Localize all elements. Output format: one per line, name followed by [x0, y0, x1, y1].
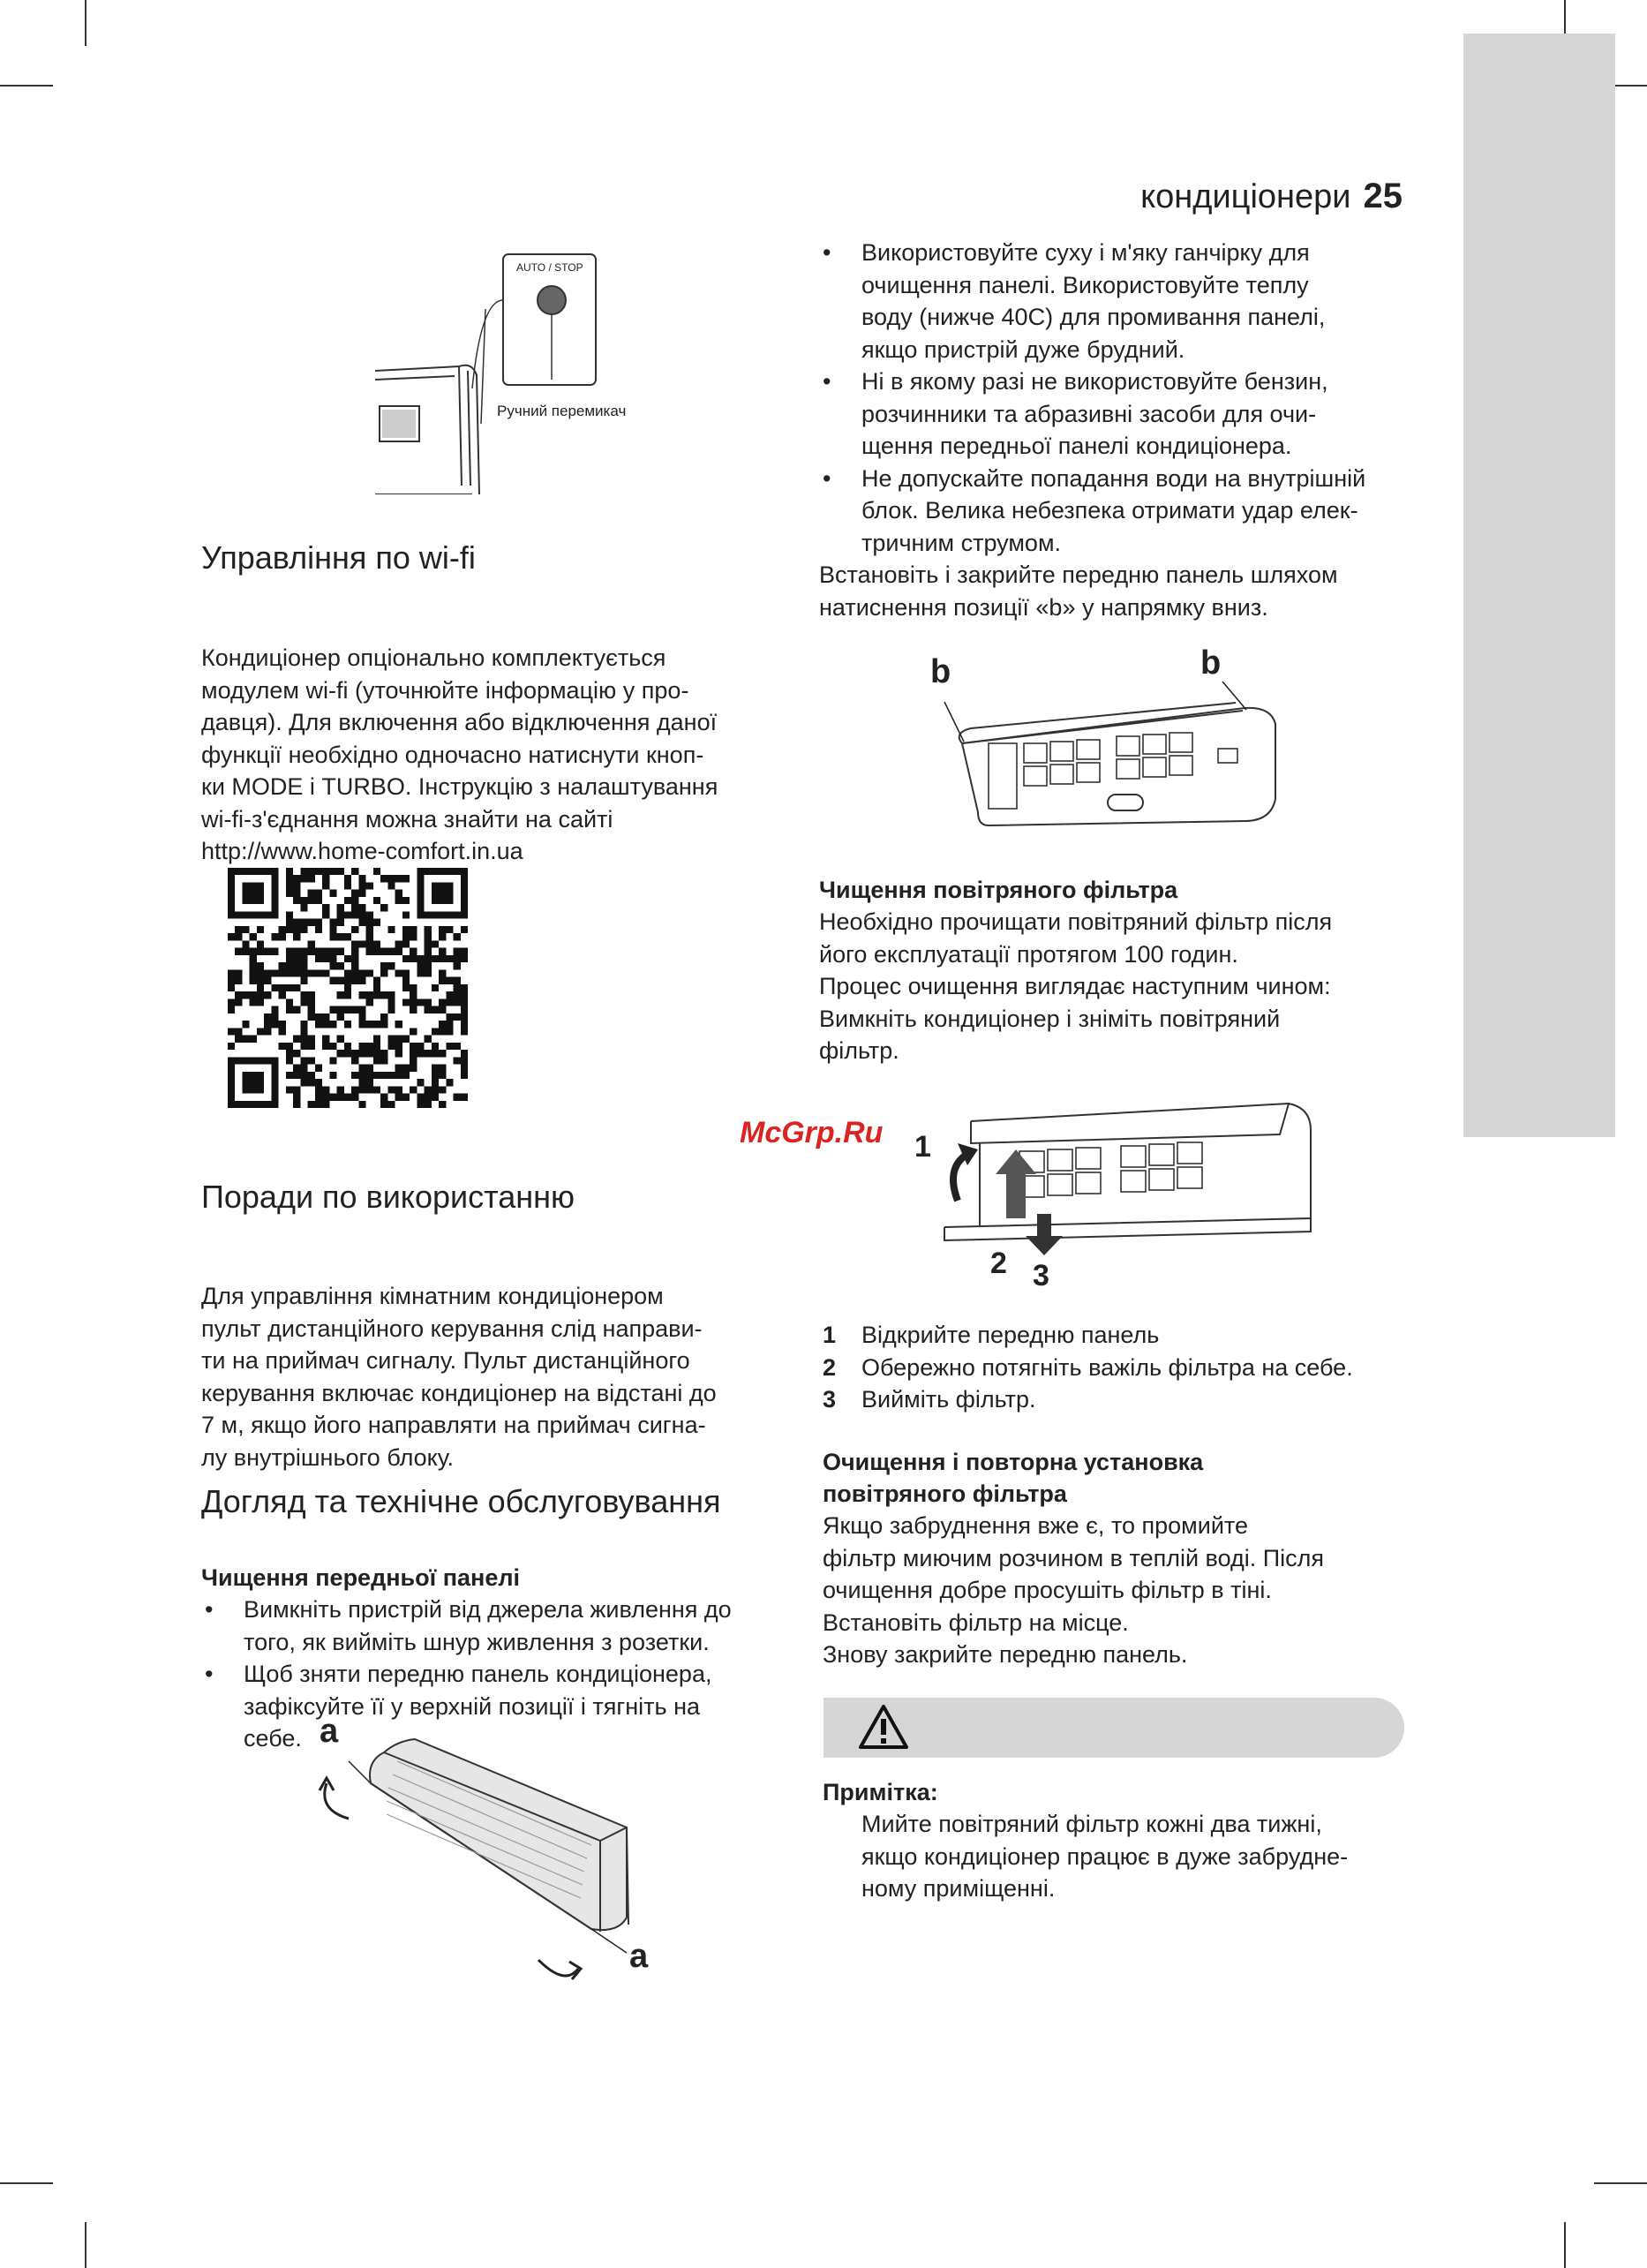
- indoor-unit-drawing: [375, 247, 649, 494]
- arrow-up-icon: [1006, 1170, 1026, 1218]
- note-line: якщо кондиціонер працює в дуже забрудне-: [861, 1842, 1349, 1870]
- list-item: • Використовуйте суху і м'яку ганчірку для очищення панелі. Використовуйте теплу воду (нижче 40С) для промивання панелі, якщо пристрій дуже брудний.: [819, 237, 1419, 365]
- crop-mark: [1564, 2222, 1566, 2268]
- crop-mark: [0, 85, 53, 87]
- side-tab: [1463, 34, 1615, 1137]
- reinstall-line: Знову закрийте передню панель.: [823, 1641, 1188, 1668]
- note-heading: Примітка:: [823, 1779, 938, 1805]
- figure-manual-switch: [375, 247, 649, 494]
- maintenance-heading: Догляд та технічне обслуговування: [201, 1483, 721, 1519]
- crop-mark: [85, 2222, 86, 2268]
- watermark: McGrp.Ru: [740, 1116, 884, 1149]
- crop-mark: [0, 2182, 53, 2184]
- tips-line: лу внутрішнього блоку.: [201, 1443, 455, 1471]
- reinstall-line: Якщо забруднення вже є, то промийте: [823, 1512, 1248, 1539]
- label-3: 3: [1033, 1259, 1049, 1292]
- warning-icon: [857, 1703, 910, 1752]
- filter-heading: Чищення повітряного фільтра: [819, 877, 1178, 903]
- filter-section: [819, 874, 1419, 1067]
- filter-line: Необхідно прочищати повітряний фільтр після: [819, 908, 1333, 935]
- reinstall-heading: Очищення і повторна установка: [823, 1449, 1204, 1475]
- label-b-right: b: [1200, 644, 1222, 682]
- auto-stop-label: AUTO / STOP: [516, 261, 583, 274]
- list-item: 3 Вийміть фільтр.: [823, 1386, 1036, 1413]
- reinstall-section: [823, 1446, 1423, 1671]
- figure-filter-removal: [909, 1095, 1324, 1298]
- wifi-line: функції необхідно одночасно натиснути кноп-: [201, 741, 704, 768]
- wifi-line: давця). Для включення або відключення даної: [201, 709, 718, 735]
- list-item: 2 Обережно потягніть важіль фільтра на себе.: [823, 1353, 1353, 1381]
- list-item: 1 Відкрийте передню панель: [823, 1322, 1160, 1348]
- wifi-heading: Управління по wi-fi: [201, 539, 476, 576]
- tips-section: [201, 1178, 784, 1755]
- reinstall-line: фільтр миючим розчином в теплій воді. Після: [823, 1544, 1325, 1571]
- crop-mark: [1594, 2182, 1647, 2184]
- label-a-top: a: [320, 1713, 339, 1750]
- note-line: ному приміщенні.: [861, 1875, 1056, 1902]
- steps-section: [823, 1319, 1423, 1416]
- steps-list: [823, 1319, 1423, 1416]
- figure-close-panel: [918, 644, 1306, 839]
- figure-front-panel-removal: [300, 1713, 671, 2004]
- wifi-url: http://www.home-comfort.in.ua: [201, 838, 523, 864]
- cleaning-bullets: [819, 237, 1419, 559]
- arrow-icon: [325, 1783, 349, 1819]
- tips-line: Для управління кімнатним кондиціонером: [201, 1283, 664, 1309]
- reinstall-line: очищення добре просушіть фільтр в тіні.: [823, 1577, 1272, 1603]
- reinstall-heading: повітряного фільтра: [823, 1481, 1067, 1507]
- right-column-top: [819, 237, 1419, 623]
- wifi-section: [201, 539, 784, 868]
- switch-caption: Ручний перемикач: [497, 403, 627, 419]
- install-line: Встановіть і закрийте передню панель шляхом: [819, 561, 1338, 588]
- tips-line: пульт дистанційного керування слід направи-: [201, 1315, 703, 1342]
- wifi-line: модулем wi-fi (уточнюйте інформацію у про-: [201, 676, 689, 704]
- page-header: [1140, 177, 1403, 216]
- header-title: кондиціонери: [1140, 178, 1351, 215]
- tips-heading: Поради по використанню: [201, 1179, 575, 1215]
- list-item: • Щоб зняти передню панель кондиціонера, зафіксуйте її у верхній позиції і тягніть на себе.: [201, 1658, 784, 1755]
- tips-line: керування включає кондиціонер на відстані до: [201, 1379, 717, 1406]
- crop-mark: [85, 0, 86, 46]
- label-1: 1: [914, 1130, 931, 1164]
- list-item: • Не допускайте попадання води на внутрішній блок. Велика небезпека отримати удар елек- тричним струмом.: [819, 463, 1419, 560]
- wifi-line: Кондиціонер опціонально комплектується: [201, 644, 666, 671]
- filter-line: Процес очищення виглядає наступним чином:: [819, 973, 1331, 999]
- list-item: • Вимкніть пристрій від джерела живлення до того, як вийміть шнур живлення з розетки.: [201, 1594, 784, 1658]
- note-line: Мийте повітряний фільтр кожні два тижні,: [861, 1811, 1322, 1837]
- list-item: • Ні в якому разі не використовуйте бензин, розчинники та абразивні засоби для очи- щення передньої панелі кондиціонера.: [819, 365, 1419, 463]
- button-icon: [538, 286, 566, 314]
- warning-bar: [824, 1698, 1404, 1758]
- label-2: 2: [990, 1247, 1007, 1280]
- install-line: натиснення позиції «b» у напрямку вниз.: [819, 593, 1268, 621]
- filter-line: фільтр.: [819, 1037, 899, 1064]
- tips-line: ти на приймач сигналу. Пульт дистанційного: [201, 1347, 690, 1374]
- label-b-left: b: [930, 653, 951, 690]
- note-section: [823, 1776, 1423, 1905]
- label-a-bottom: a: [629, 1938, 649, 1975]
- qr-code: [228, 868, 468, 1108]
- page-number: 25: [1363, 177, 1403, 215]
- filter-line: його експлуатації протягом 100 годин.: [819, 940, 1238, 968]
- filter-line: Вимкніть кондиціонер і зніміть повітряний: [819, 1005, 1281, 1032]
- reinstall-line: Встановіть фільтр на місце.: [823, 1609, 1129, 1636]
- tips-line: 7 м, якщо його направляти на приймач сигна-: [201, 1412, 706, 1438]
- wifi-line: wi-fi-з'єднання можна знайти на сайті: [201, 805, 613, 833]
- wifi-line: ки MODE і TURBO. Інструкцію з налаштування: [201, 773, 718, 800]
- front-panel-heading: Чищення передньої панелі: [201, 1564, 521, 1591]
